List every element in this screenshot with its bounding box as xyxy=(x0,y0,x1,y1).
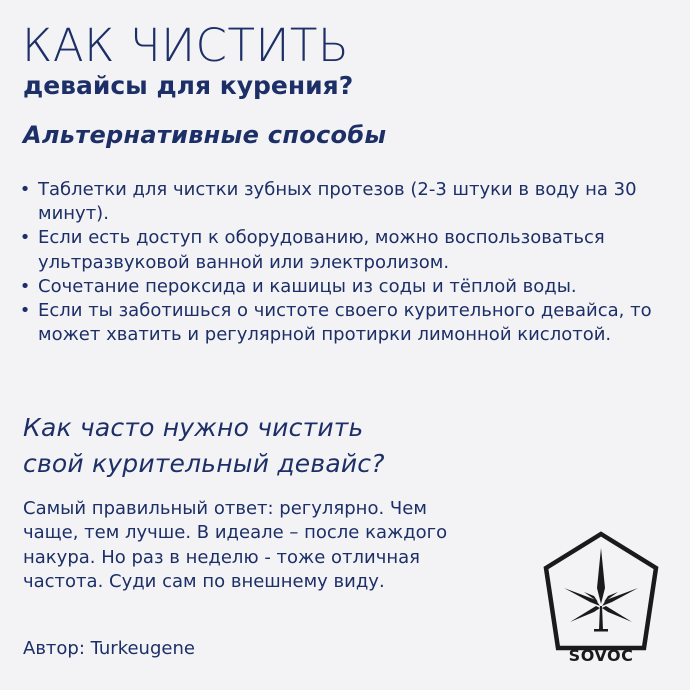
page-title: КАК ЧИСТИТЬ xyxy=(22,19,350,72)
page-subtitle: девайсы для курения? xyxy=(23,71,354,100)
section-title-alternatives: Альтернативные способы xyxy=(23,121,387,149)
list-item xyxy=(18,299,668,347)
list-item xyxy=(18,178,668,226)
alternatives-list xyxy=(18,178,668,347)
logo-text: SOVOC xyxy=(568,646,634,665)
bullet-icon: • xyxy=(19,179,31,200)
faq-question-line-2: свой курительный девайс? xyxy=(23,449,385,478)
faq-question-line-1: Как часто нужно чистить xyxy=(23,413,364,442)
list-item-text: Если ты заботишься о чистоте своего курительного девайса, то может хватить и регулярной протирки лимонной кислотой. xyxy=(38,300,652,346)
list-item xyxy=(18,275,668,299)
faq-answer: Самый правильный ответ: регулярно. Чем чаще, тем лучше. В идеале – после каждого накура. Но раз в неделю - тоже отличная частота. Суди сам по внешнему виду. xyxy=(23,498,448,593)
cannabis-leaf-icon xyxy=(546,534,656,648)
bullet-icon: • xyxy=(19,227,31,249)
author-credit: Автор: Turkeugene xyxy=(23,638,195,659)
list-item xyxy=(18,226,668,274)
logo xyxy=(540,530,662,665)
list-item-text: Таблетки для чистки зубных протезов (2-3 штуки в воду на 30 минут). xyxy=(38,179,637,225)
bullet-icon: • xyxy=(19,275,31,297)
list-item-text: Если есть доступ к оборудованию, можно воспользоваться ультразвуковой ванной или электролизом. xyxy=(38,227,605,273)
bullet-icon: • xyxy=(19,300,31,322)
faq-question xyxy=(23,410,385,482)
list-item-text: Сочетание пероксида и кашицы из соды и тёплой воды. xyxy=(38,275,577,297)
